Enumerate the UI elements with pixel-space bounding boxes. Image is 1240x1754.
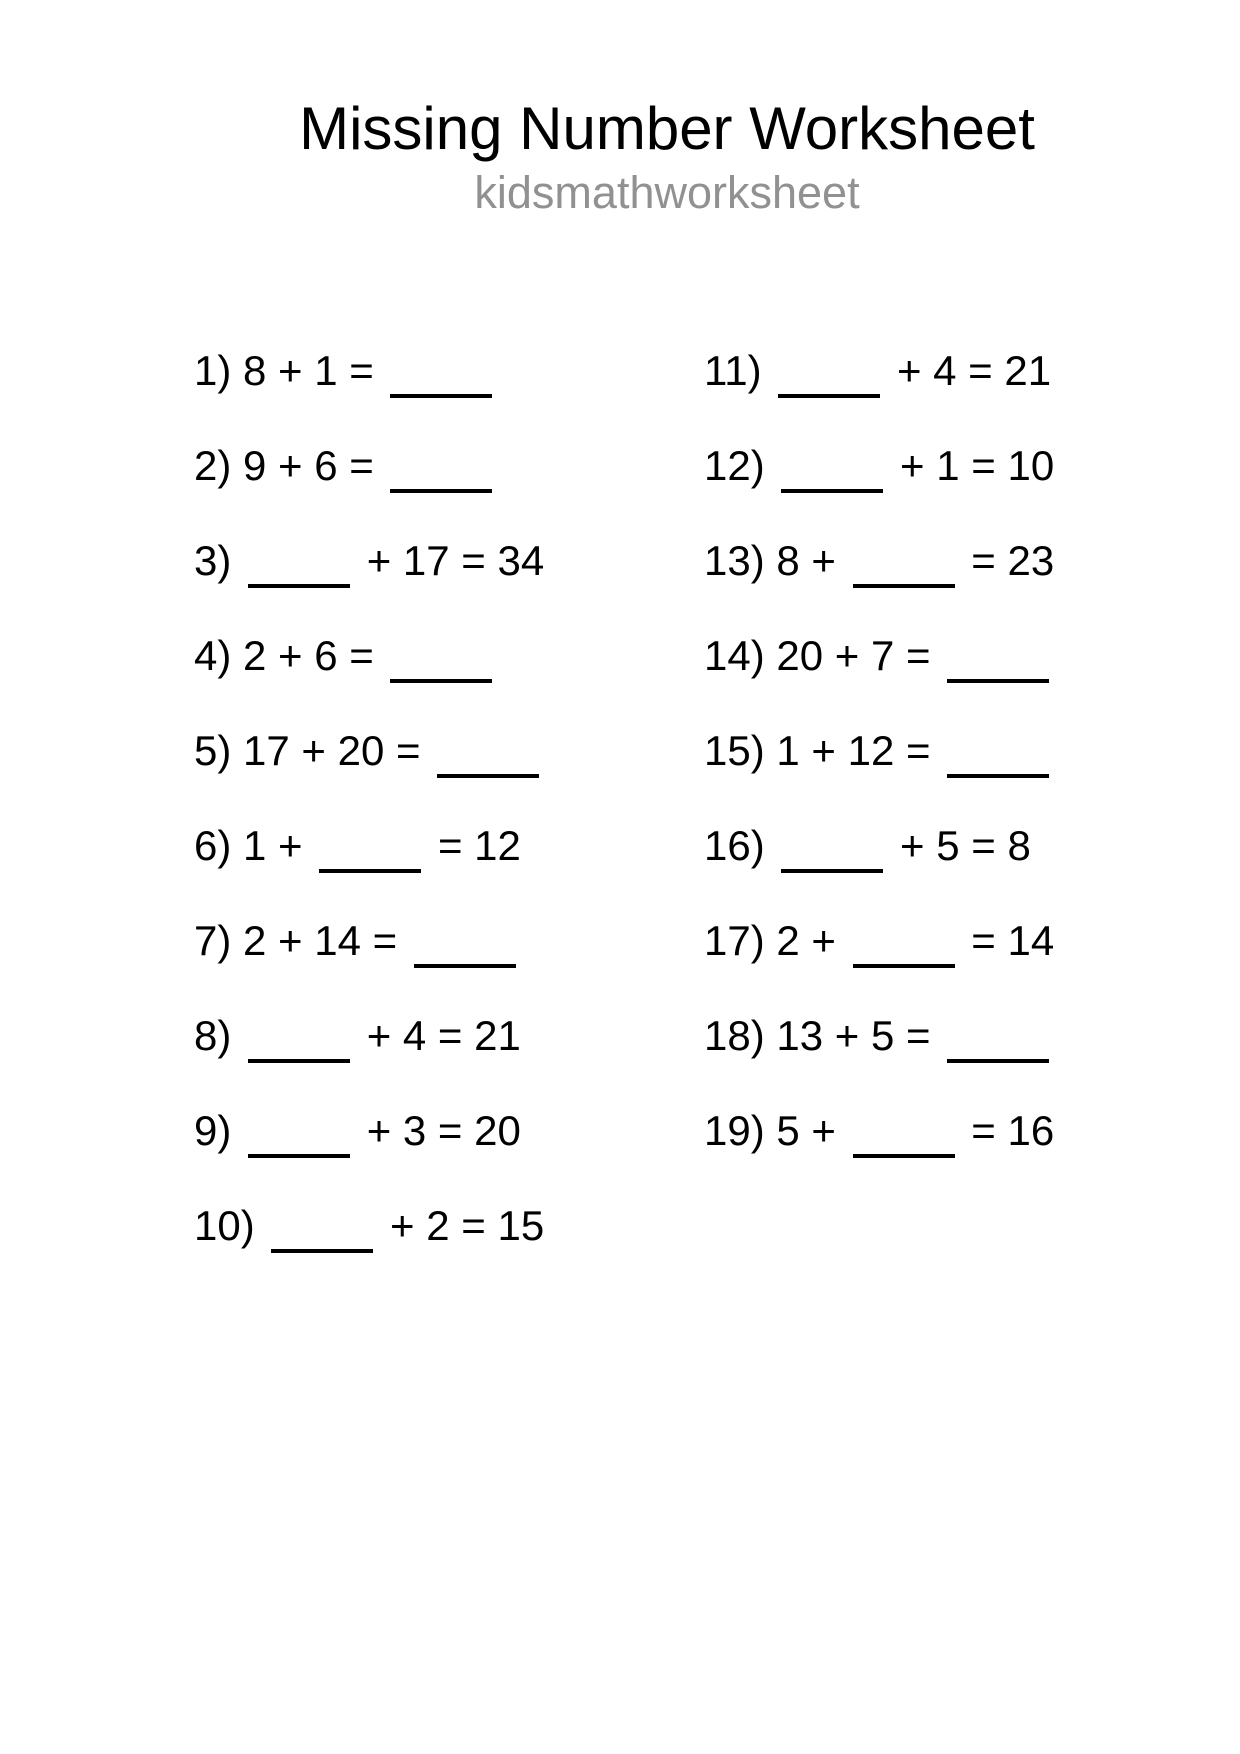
- answer-blank: [947, 774, 1049, 778]
- answer-blank: [248, 584, 350, 588]
- problem-item: [194, 988, 544, 1083]
- problem-expression-after: + 3 = 20: [366, 1107, 521, 1154]
- problem-item: [704, 893, 1054, 988]
- problem-expression-after: = 12: [437, 822, 521, 869]
- problem-number: 6): [194, 822, 232, 869]
- problem-expression-before: 2 +: [776, 917, 836, 964]
- problem-expression-before: 8 + 1 =: [243, 347, 374, 394]
- answer-blank: [319, 869, 421, 873]
- problem-expression-before: 9 + 6 =: [243, 442, 374, 489]
- problem-item: [194, 703, 544, 798]
- problem-number: 18): [704, 1012, 765, 1059]
- answer-blank: [248, 1059, 350, 1063]
- answer-blank: [390, 679, 492, 683]
- problem-expression-after: + 5 = 8: [900, 822, 1031, 869]
- answer-blank: [853, 584, 955, 588]
- problem-expression-before: 2 + 14 =: [243, 917, 398, 964]
- answer-blank: [781, 869, 883, 873]
- problem-item: [704, 418, 1054, 513]
- problem-number: 7): [194, 917, 232, 964]
- problem-number: 8): [194, 1012, 232, 1059]
- problem-expression-before: 1 +: [243, 822, 303, 869]
- problem-item: [704, 798, 1054, 893]
- problem-expression-before: 17 + 20 =: [243, 727, 421, 774]
- problem-number: 11): [704, 347, 762, 394]
- problem-expression-after: + 1 = 10: [900, 442, 1055, 489]
- problem-expression-after: = 23: [971, 537, 1055, 584]
- problem-item: [704, 703, 1054, 798]
- problem-number: 2): [194, 442, 232, 489]
- problem-expression-before: 20 + 7 =: [776, 632, 931, 679]
- answer-blank: [781, 489, 883, 493]
- problem-number: 14): [704, 632, 765, 679]
- problem-expression-after: + 4 = 21: [896, 347, 1052, 394]
- answer-blank: [248, 1154, 350, 1158]
- problem-number: 13): [704, 537, 765, 584]
- answer-blank: [390, 394, 492, 398]
- problem-expression-before: 8 +: [776, 537, 836, 584]
- problem-expression-after: + 4 = 21: [366, 1012, 521, 1059]
- problem-expression-after: + 17 = 34: [366, 537, 545, 584]
- problem-item: [194, 1083, 544, 1178]
- answer-blank: [437, 774, 539, 778]
- answer-blank: [947, 679, 1049, 683]
- problem-number: 17): [704, 917, 765, 964]
- answer-blank: [947, 1059, 1049, 1063]
- problem-number: 12): [704, 442, 765, 489]
- problem-number: 10): [194, 1202, 255, 1249]
- problem-number: 1): [194, 347, 232, 394]
- problem-number: 3): [194, 537, 232, 584]
- problem-number: 5): [194, 727, 232, 774]
- problem-number: 9): [194, 1107, 232, 1154]
- answer-blank: [778, 394, 880, 398]
- problem-number: 4): [194, 632, 232, 679]
- answer-blank: [271, 1249, 373, 1253]
- problems-column-right: [704, 323, 1054, 1178]
- problem-expression-before: 1 + 12 =: [776, 727, 931, 774]
- problem-item: [704, 1083, 1054, 1178]
- problem-expression-before: 2 + 6 =: [243, 632, 374, 679]
- problem-expression-after: + 2 = 15: [390, 1202, 545, 1249]
- problem-item: [194, 1178, 544, 1273]
- answer-blank: [853, 964, 955, 968]
- answer-blank: [390, 489, 492, 493]
- answer-blank: [853, 1154, 955, 1158]
- worksheet-header: [94, 95, 1240, 218]
- problem-number: 19): [704, 1107, 765, 1154]
- problem-item: [194, 418, 544, 513]
- problem-number: 16): [704, 822, 765, 869]
- problem-item: [194, 513, 544, 608]
- problem-item: [194, 323, 544, 418]
- page-subtitle: kidsmathworksheet: [474, 167, 860, 218]
- problem-expression-before: 13 + 5 =: [776, 1012, 931, 1059]
- problem-item: [704, 608, 1054, 703]
- problem-item: [704, 323, 1054, 418]
- problem-item: [194, 893, 544, 988]
- answer-blank: [414, 964, 516, 968]
- problem-expression-before: 5 +: [776, 1107, 836, 1154]
- problem-expression-after: = 16: [971, 1107, 1055, 1154]
- problem-item: [194, 798, 544, 893]
- problem-item: [704, 988, 1054, 1083]
- problem-item: [704, 513, 1054, 608]
- page-title: Missing Number Worksheet: [299, 95, 1035, 162]
- problem-expression-after: = 14: [971, 917, 1055, 964]
- problem-number: 15): [704, 727, 765, 774]
- problems-column-left: [194, 323, 544, 1273]
- problem-item: [194, 608, 544, 703]
